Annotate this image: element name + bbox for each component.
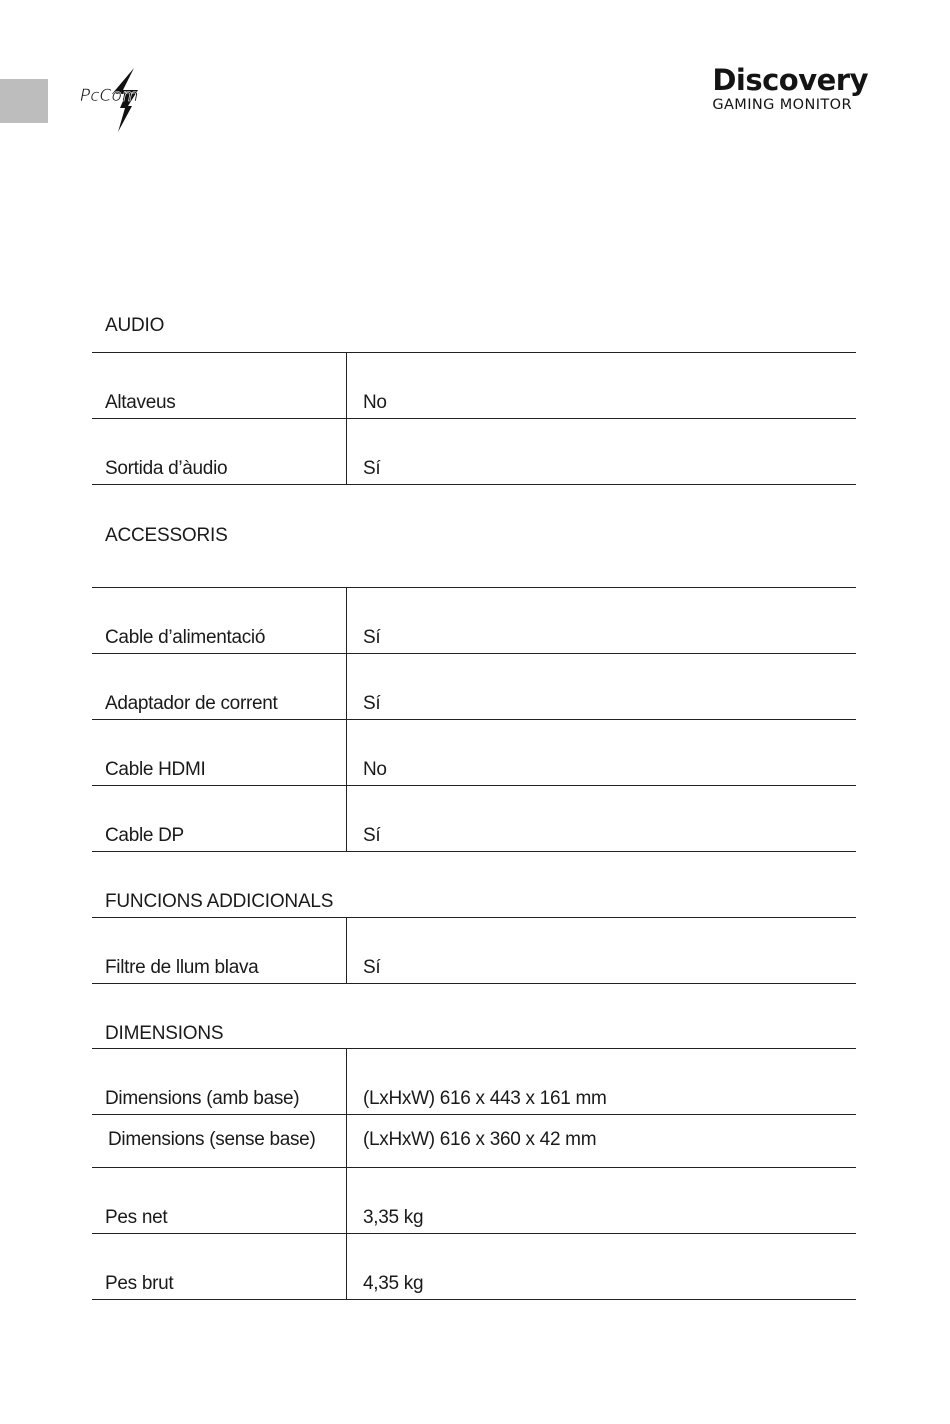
spec-label: Filtre de llum blava: [105, 957, 259, 978]
section-title-extra: FUNCIONS ADDICIONALS: [105, 891, 334, 912]
spec-value: Sí: [363, 957, 381, 978]
pccom-logo: [76, 64, 176, 136]
spec-label: Pes net: [105, 1207, 168, 1228]
spec-label: Cable d’alimentació: [105, 627, 266, 648]
spec-label: Pes brut: [105, 1273, 174, 1294]
spec-value: No: [363, 392, 387, 413]
logo-text: PcCom: [80, 86, 139, 106]
table-row: [92, 1234, 856, 1300]
section-title-audio: AUDIO: [105, 315, 165, 336]
table-row: [92, 1115, 856, 1168]
spec-label: Dimensions (sense base): [108, 1129, 316, 1150]
table-row: [92, 352, 856, 419]
section-title-dimensions: DIMENSIONS: [105, 1023, 224, 1044]
spec-value: Sí: [363, 458, 381, 479]
spec-value: Sí: [363, 825, 381, 846]
spec-label: Sortida d’àudio: [105, 458, 228, 479]
table-row: [92, 786, 856, 852]
extra-table: [92, 917, 856, 984]
spec-label: Adaptador de corrent: [105, 693, 278, 714]
table-row: [92, 654, 856, 720]
spec-label: Dimensions (amb base): [105, 1088, 300, 1109]
spec-label: Cable DP: [105, 825, 184, 846]
spec-value: Sí: [363, 627, 381, 648]
spec-value: (LxHxW) 616 x 443 x 161 mm: [363, 1088, 607, 1109]
table-row: [92, 917, 856, 984]
accessories-table: [92, 587, 856, 852]
table-row: [92, 1048, 856, 1115]
table-row: [92, 720, 856, 786]
spec-value: No: [363, 759, 387, 780]
section-title-accessories: ACCESSORIS: [105, 525, 228, 546]
spec-value: 4,35 kg: [363, 1273, 424, 1294]
table-row: [92, 1168, 856, 1234]
table-row: [92, 587, 856, 654]
lightning-bolt-icon: [76, 64, 176, 136]
spec-value: 3,35 kg: [363, 1207, 424, 1228]
spec-label: Altaveus: [105, 392, 176, 413]
page-tab-marker: [0, 79, 48, 123]
brand-logo: [712, 64, 868, 114]
brand-subtitle: GAMING MONITOR: [712, 97, 852, 113]
dimensions-table: [92, 1048, 856, 1300]
brand-title: Discovery: [712, 63, 868, 97]
audio-table: [92, 352, 856, 485]
spec-value: (LxHxW) 616 x 360 x 42 mm: [363, 1129, 597, 1150]
table-row: [92, 419, 856, 485]
spec-value: Sí: [363, 693, 381, 714]
spec-label: Cable HDMI: [105, 759, 206, 780]
